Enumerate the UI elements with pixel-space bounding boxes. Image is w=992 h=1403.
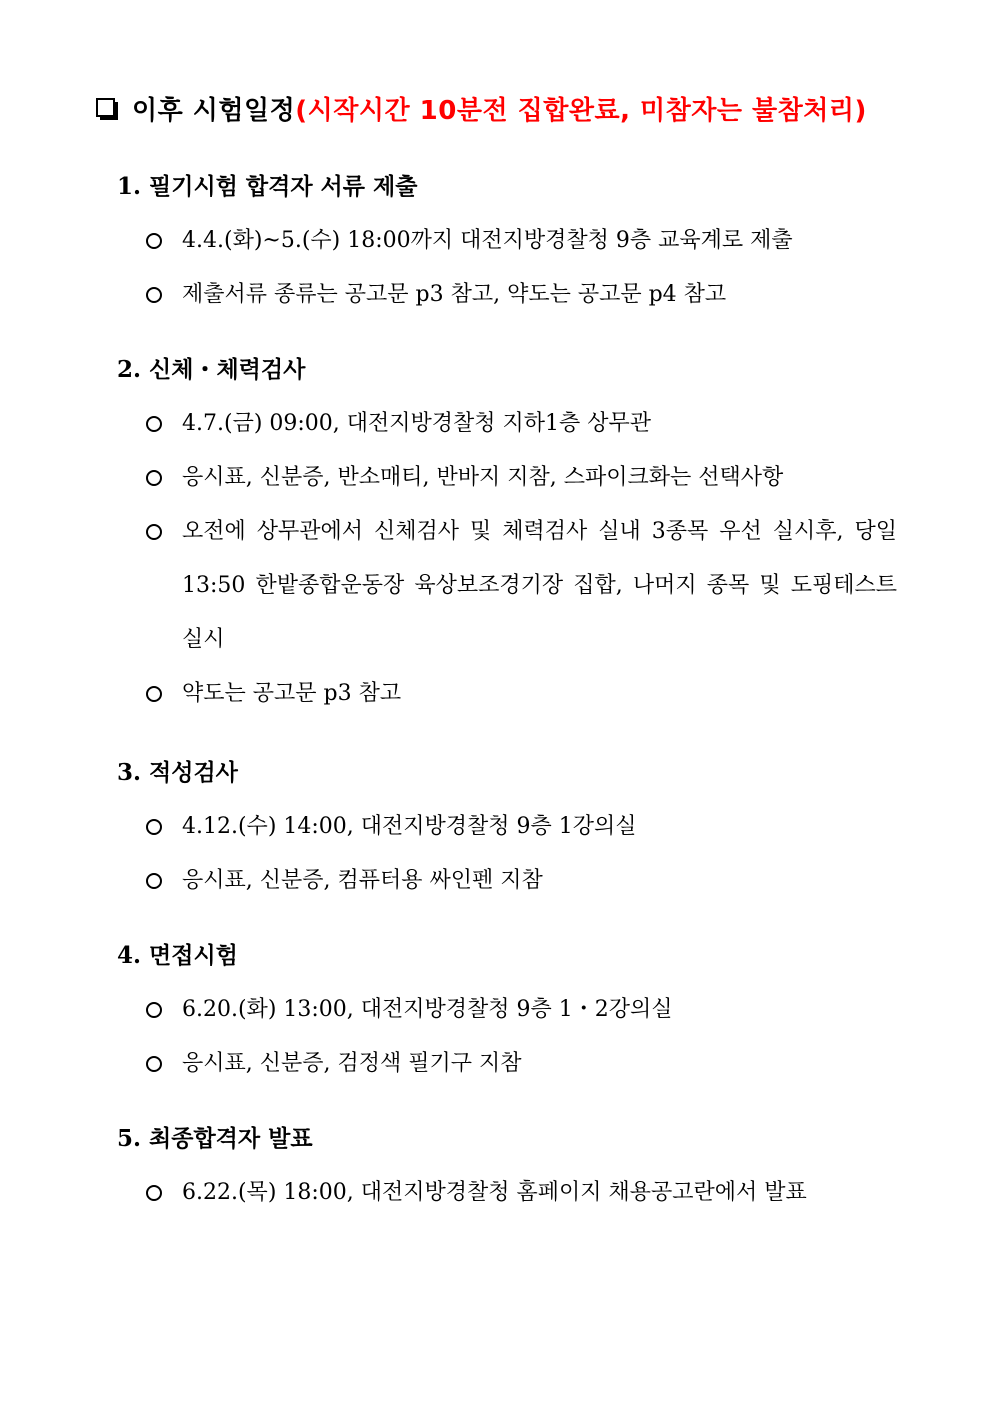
list-item <box>117 667 917 721</box>
list-item-text: 오전에 상무관에서 신체검사 및 체력검사 실내 3종목 우선 실시후, 당일 13:50 한밭종합운동장 육상보조경기장 집합, 나머지 종목 및 도핑테스트 실시 <box>182 519 897 652</box>
circle-bullet-icon <box>146 819 162 835</box>
section-final-announcement <box>117 1122 917 1220</box>
section-document-submission <box>117 170 917 322</box>
list-item-text: 4.7.(금) 09:00, 대전지방경찰청 지하1층 상무관 <box>182 411 652 436</box>
list-item <box>117 1166 917 1220</box>
section-interview <box>117 939 917 1091</box>
list-item <box>117 854 917 908</box>
circle-bullet-icon <box>146 287 162 303</box>
list-item-text: 응시표, 신분증, 검정색 필기구 지참 <box>182 1051 522 1076</box>
section-aptitude-test <box>117 756 917 908</box>
circle-bullet-icon <box>146 233 162 249</box>
section-heading: 2. 신체・체력검사 <box>117 356 306 383</box>
circle-bullet-icon <box>146 873 162 889</box>
circle-bullet-icon <box>146 1002 162 1018</box>
list-item <box>117 451 917 505</box>
list-item <box>117 505 917 667</box>
title-note-text: (시작시간 10분전 집합완료, 미참자는 불참처리) <box>295 95 867 126</box>
section-heading: 3. 적성검사 <box>117 759 238 786</box>
list-item <box>117 268 917 322</box>
list-item-text: 응시표, 신분증, 반소매티, 반바지 지참, 스파이크화는 선택사항 <box>182 465 784 490</box>
list-item <box>117 983 917 1037</box>
circle-bullet-icon <box>146 416 162 432</box>
circle-bullet-icon <box>146 686 162 702</box>
circle-bullet-icon <box>146 524 162 540</box>
list-item-text: 약도는 공고문 p3 참고 <box>182 681 402 706</box>
section-heading: 1. 필기시험 합격자 서류 제출 <box>117 173 418 200</box>
checkbox-square-icon <box>96 98 116 118</box>
list-item <box>117 800 917 854</box>
section-physical-test <box>117 353 917 721</box>
list-item-text: 4.12.(수) 14:00, 대전지방경찰청 9층 1강의실 <box>182 814 637 839</box>
list-item <box>117 397 917 451</box>
list-item <box>117 214 917 268</box>
list-item-text: 제출서류 종류는 공고문 p3 참고, 약도는 공고문 p4 참고 <box>182 282 727 307</box>
list-item-text: 4.4.(화)~5.(수) 18:00까지 대전지방경찰청 9층 교육계로 제출 <box>182 228 793 253</box>
circle-bullet-icon <box>146 470 162 486</box>
section-heading: 4. 면접시험 <box>117 942 238 969</box>
list-item <box>117 1037 917 1091</box>
list-item-text: 6.22.(목) 18:00, 대전지방경찰청 홈페이지 채용공고란에서 발표 <box>182 1180 807 1205</box>
schedule-title <box>96 88 867 128</box>
section-heading: 5. 최종합격자 발표 <box>117 1125 313 1152</box>
title-main-text: 이후 시험일정 <box>132 95 296 126</box>
list-item-text: 응시표, 신분증, 컴퓨터용 싸인펜 지참 <box>182 868 543 893</box>
circle-bullet-icon <box>146 1185 162 1201</box>
circle-bullet-icon <box>146 1056 162 1072</box>
list-item-text: 6.20.(화) 13:00, 대전지방경찰청 9층 1・2강의실 <box>182 997 673 1022</box>
